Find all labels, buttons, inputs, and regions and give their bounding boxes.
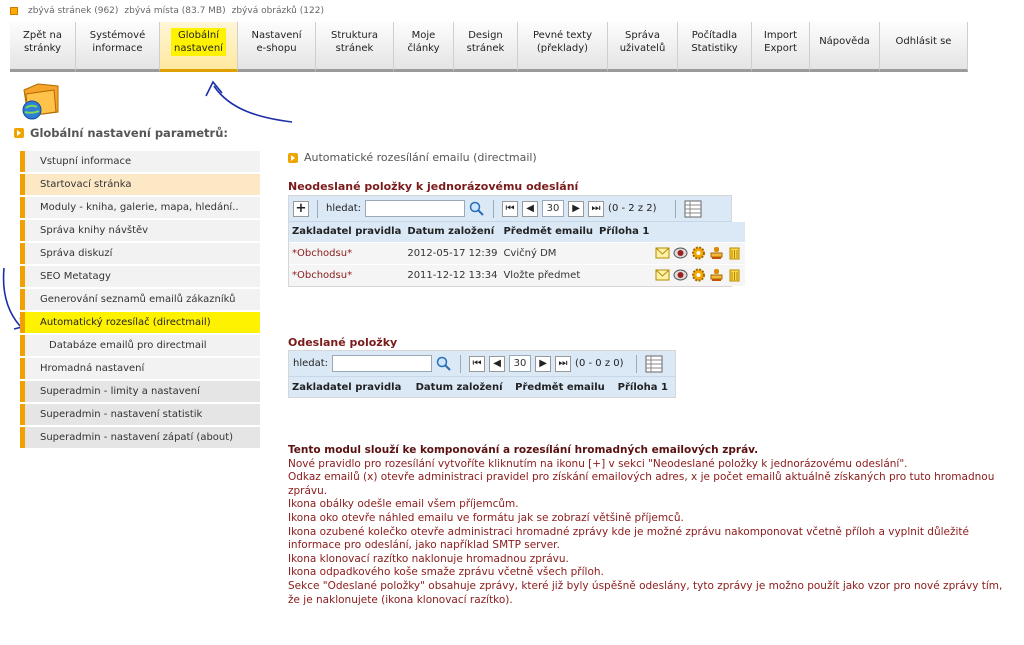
nav-tab-label: Import Export (763, 29, 798, 54)
unsent-heading: Neodeslané položky k jednorázovému odeslání (288, 180, 579, 193)
last-page-icon[interactable]: ⏭ (588, 201, 604, 217)
info-line: Ikona klonovací razítko naklonuje hromadnou zprávu. (288, 552, 569, 565)
column-header[interactable]: Datum založení (413, 377, 513, 397)
nav-tab-label: Moje články (407, 29, 440, 54)
quota-bar (10, 4, 324, 18)
page-size-field[interactable]: 30 (509, 355, 531, 372)
page-size-field[interactable]: 30 (542, 200, 564, 217)
prev-page-icon[interactable]: ◀ (522, 201, 538, 217)
nav-tab-label: Pevné texty (překlady) (532, 29, 593, 54)
search-icon[interactable] (436, 356, 452, 372)
main-nav (10, 22, 982, 72)
nav-tab-0[interactable] (10, 22, 76, 72)
unsent-toolbar (289, 196, 731, 222)
nav-tab-11[interactable] (810, 22, 880, 72)
nav-tab-6[interactable] (454, 22, 518, 72)
cell-owner[interactable]: *Obchodsu* (289, 264, 404, 286)
envelope-icon[interactable] (655, 246, 670, 260)
unsent-search-input[interactable] (365, 200, 465, 217)
nav-tab-label: Zpět na stránky (23, 29, 62, 54)
next-page-icon[interactable]: ▶ (568, 201, 584, 217)
actions-header (652, 222, 745, 242)
stamp-icon[interactable] (709, 268, 724, 282)
eye-icon[interactable] (673, 268, 688, 282)
quota-space: zbývá místa (83.7 MB) (124, 6, 226, 16)
sidebar-item-0[interactable]: Vstupní informace (20, 151, 260, 172)
row-actions (652, 242, 745, 264)
main-title-text: Automatické rozesílání emailu (directmail) (304, 151, 537, 164)
last-page-icon[interactable]: ⏭ (555, 356, 571, 372)
info-line: Ikona obálky odešle email všem příjemcům. (288, 498, 519, 511)
first-page-icon[interactable]: ⏮ (502, 201, 518, 217)
quota-pages: zbývá stránek (962) (28, 6, 119, 16)
cell-date: 2012-05-17 12:39 (404, 242, 500, 264)
nav-tab-8[interactable] (608, 22, 678, 72)
sidebar-item-10[interactable]: Superadmin - limity a nastavení (20, 381, 260, 402)
toolbar-separator (493, 200, 494, 218)
folder-globe-icon (18, 76, 64, 122)
sent-grid (288, 350, 676, 398)
info-line: Ikona oko otevře náhled emailu ve formátu jak se zobrazí většině příjemců. (288, 511, 684, 524)
nav-tab-3[interactable] (238, 22, 316, 72)
nav-tab-label: Struktura stránek (330, 29, 378, 54)
envelope-icon[interactable] (655, 268, 670, 282)
sent-table (289, 377, 675, 397)
sidebar-item-6[interactable]: Generování seznamů emailů zákazníků (20, 289, 260, 310)
cell-att (596, 242, 652, 264)
info-line: Odkaz emailů (x) otevře administraci pravidel pro získání emailových adres, x je počet emailů aktuálně získaných pro tuto hromadnou zprávu. (288, 471, 995, 497)
nav-tab-12[interactable] (880, 22, 968, 72)
sidebar-item-9[interactable]: Hromadná nastavení (20, 358, 260, 379)
column-header[interactable]: Datum založení (404, 222, 500, 242)
eye-icon[interactable] (673, 246, 688, 260)
next-page-icon[interactable]: ▶ (535, 356, 551, 372)
column-header[interactable]: Předmět emailu (512, 377, 614, 397)
quota-images: zbývá obrázků (122) (231, 6, 324, 16)
nav-tab-label: Design stránek (466, 29, 505, 54)
unsent-grid (288, 195, 732, 287)
nav-tab-4[interactable] (316, 22, 394, 72)
cell-subject: Cvičný DM (500, 242, 596, 264)
column-chooser-icon[interactable] (645, 355, 663, 373)
sidebar-item-8[interactable]: Databáze emailů pro directmail (20, 335, 260, 356)
search-label: hledat: (293, 358, 329, 369)
sidebar-item-1[interactable]: Startovací stránka (20, 174, 260, 195)
section-title (14, 126, 228, 140)
nav-tab-10[interactable] (752, 22, 810, 72)
nav-tab-label: Nápověda (819, 36, 870, 47)
info-line: Ikona odpadkového koše smaže zprávu včetně všech příloh. (288, 566, 604, 579)
add-rule-button[interactable]: + (293, 201, 309, 217)
sidebar-item-4[interactable]: Správa diskuzí (20, 243, 260, 264)
bullet-icon (14, 128, 24, 138)
page-range: (0 - 0 z 0) (575, 358, 624, 369)
column-header[interactable]: Zakladatel pravidla (289, 222, 404, 242)
nav-tab-5[interactable] (394, 22, 454, 72)
nav-tab-label: Odhlásit se (895, 36, 952, 47)
sent-heading: Odeslané položky (288, 336, 398, 349)
sent-toolbar (289, 351, 675, 377)
toolbar-separator (317, 200, 318, 218)
gear-icon[interactable] (691, 268, 706, 282)
toolbar-separator (636, 355, 637, 373)
column-chooser-icon[interactable] (684, 200, 702, 218)
sidebar-item-12[interactable]: Superadmin - nastavení zápatí (about) (20, 427, 260, 448)
cell-att (596, 264, 652, 286)
info-line: Ikona ozubené kolečko otevře administraci hromadné zprávy kde je možné zprávu nakomponovat včetně příloh a vyplnit důležité informace pro odeslání, jako například SMTP server. (288, 525, 969, 552)
module-info (288, 444, 1008, 607)
nav-tab-label: Správa uživatelů (619, 29, 666, 54)
info-line: Nové pravidlo pro rozesílání vytvoříte kliknutím na ikonu [+] v sekci "Neodeslané položky k jednorázovému odeslání". (288, 457, 908, 470)
search-label: hledat: (326, 203, 362, 214)
sidebar-item-5[interactable]: SEO Metatagy (20, 266, 260, 287)
sidebar-item-3[interactable]: Správa knihy návštěv (20, 220, 260, 241)
cell-subject: Vložte předmet (500, 264, 596, 286)
cell-date: 2011-12-12 13:34 (404, 264, 500, 286)
sidebar-item-7[interactable]: Automatický rozesílač (directmail) (20, 312, 260, 333)
stamp-icon[interactable] (709, 246, 724, 260)
sent-search-input[interactable] (332, 355, 432, 372)
gear-icon[interactable] (691, 246, 706, 260)
bullet-icon (288, 153, 298, 163)
nav-tab-label: Globální nastavení (171, 28, 226, 56)
nav-tab-label: Systémové informace (89, 29, 146, 54)
info-line: Sekce "Odeslané položky" obsahuje zprávy, které již byly úspěšně odeslány, tyto zprávy je možno použít jako vzor pro nové zprávy tím, že je naklonujete (ikona klonovací razítko). (288, 579, 1003, 606)
info-title: Tento modul slouží ke komponování a rozesílání hromadných emailových zpráv. (288, 444, 759, 456)
toolbar-separator (675, 200, 676, 218)
page-range: (0 - 2 z 2) (608, 203, 657, 214)
first-page-icon[interactable]: ⏮ (469, 356, 485, 372)
column-header[interactable]: Příloha 1 (596, 222, 652, 242)
toolbar-separator (460, 355, 461, 373)
section-title-text: Globální nastavení parametrů: (30, 126, 228, 140)
table-row[interactable] (289, 242, 745, 264)
column-header[interactable]: Předmět emailu (500, 222, 596, 242)
main-title (288, 151, 537, 164)
unsent-table (289, 222, 745, 286)
nav-tab-1[interactable] (76, 22, 160, 72)
nav-tab-7[interactable] (518, 22, 608, 72)
status-square-icon (10, 7, 18, 15)
trash-icon[interactable] (727, 246, 742, 260)
column-header[interactable]: Příloha 1 (615, 377, 675, 397)
sidebar-item-11[interactable]: Superadmin - nastavení statistik (20, 404, 260, 425)
search-icon[interactable] (469, 201, 485, 217)
nav-tab-label: Nastavení e-shopu (251, 29, 302, 54)
settings-sidebar (20, 151, 260, 450)
nav-tab-2[interactable] (160, 22, 238, 72)
table-row[interactable] (289, 264, 745, 286)
nav-tab-label: Počítadla Statistiky (691, 29, 738, 54)
trash-icon[interactable] (727, 268, 742, 282)
column-header[interactable]: Zakladatel pravidla (289, 377, 413, 397)
prev-page-icon[interactable]: ◀ (489, 356, 505, 372)
sidebar-item-2[interactable]: Moduly - kniha, galerie, mapa, hledání.. (20, 197, 260, 218)
row-actions (652, 264, 745, 286)
nav-tab-9[interactable] (678, 22, 752, 72)
cell-owner[interactable]: *Obchodsu* (289, 242, 404, 264)
